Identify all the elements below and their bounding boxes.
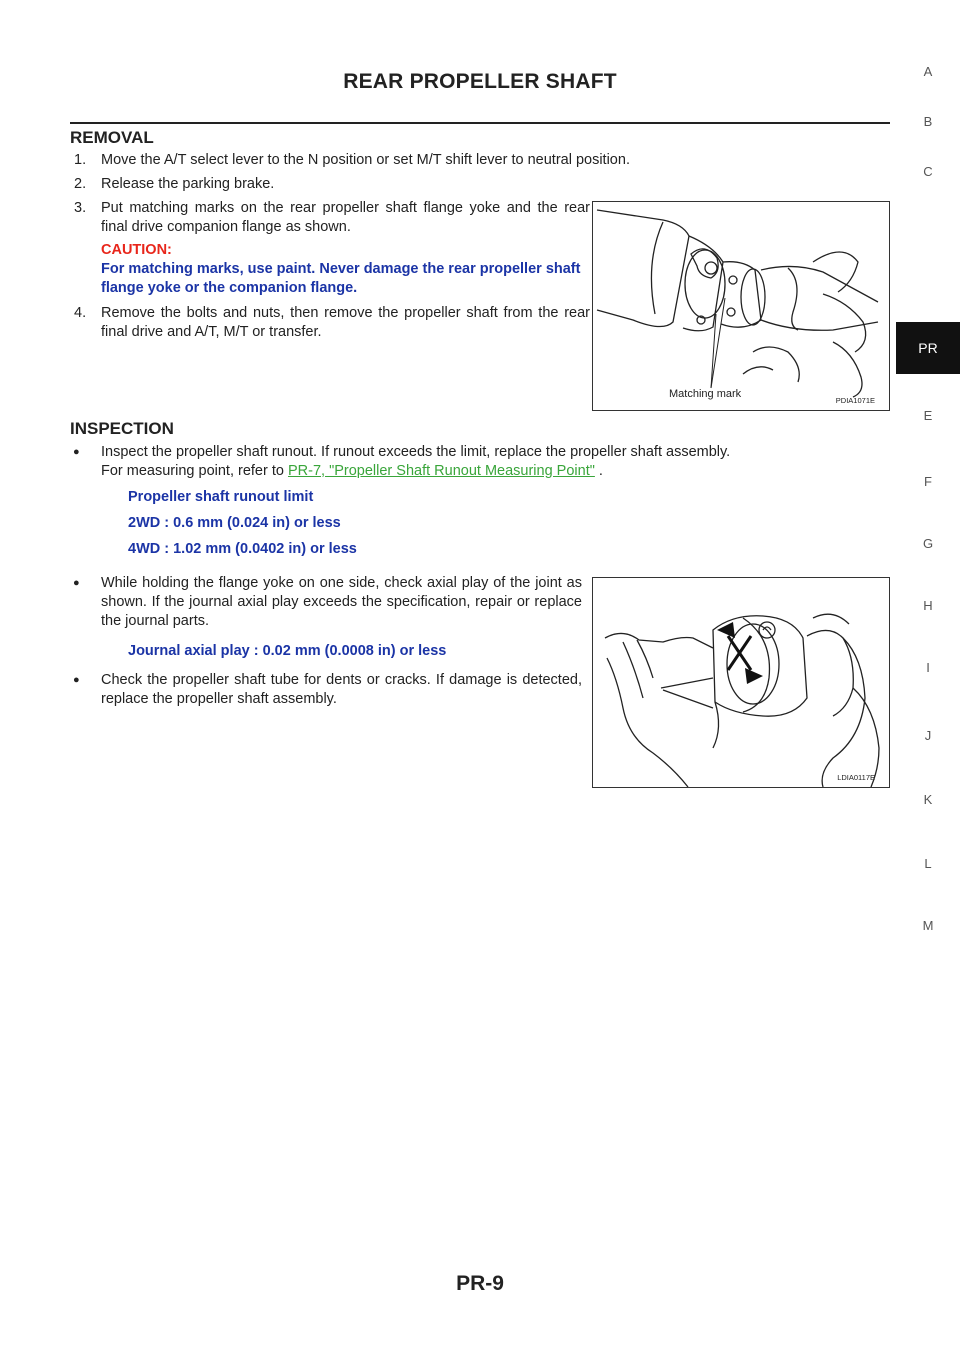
section-tab-c[interactable]: C [923, 164, 933, 179]
step-number: 1. [74, 152, 87, 168]
bullet-text: While holding the flange yoke on one side, check axial play of the joint as shown. If the journal axial play exceeds the specification, repair or replace the journal parts. [101, 575, 582, 629]
journal-axial-play-spec: Journal axial play : 0.02 mm (0.0008 in) or less [128, 643, 447, 659]
runout-spec-4wd: 4WD : 1.02 mm (0.0402 in) or less [128, 541, 357, 557]
step-number: 2. [74, 176, 87, 192]
propeller-shaft-illustration [593, 202, 889, 410]
removal-heading: REMOVAL [70, 128, 154, 147]
caution-label: CAUTION: [101, 242, 172, 258]
caution-box [101, 241, 589, 298]
matching-mark-figure [592, 201, 890, 411]
step-text: Move the A/T select lever to the N position or set M/T shift lever to neutral position. [101, 152, 630, 168]
axial-play-illustration [593, 578, 889, 787]
section-tab-i[interactable]: I [926, 660, 930, 675]
inspection-bullet-axial-play [70, 574, 582, 631]
caution-text: For matching marks, use paint. Never damage the rear propeller shaft flange yoke or the companion flange. [101, 261, 581, 296]
runout-reference-link[interactable]: PR-7, "Propeller Shaft Runout Measuring Point" [287, 463, 595, 479]
step-text: Release the parking brake. [101, 176, 275, 192]
matching-mark-label: Matching mark [669, 388, 742, 400]
runout-instruction: Inspect the propeller shaft runout. If runout exceeds the limit, replace the propeller shaft assembly. [101, 444, 731, 460]
inspection-heading: INSPECTION [70, 419, 174, 438]
removal-step-4 [70, 304, 590, 342]
inspection-bullet-runout [70, 443, 890, 481]
section-tab-e[interactable]: E [923, 408, 933, 423]
bullet-text: Check the propeller shaft tube for dents or cracks. If damage is detected, replace the propeller shaft assembly. [101, 672, 582, 707]
section-tab-j[interactable]: J [924, 728, 932, 743]
step-number: 4. [74, 305, 87, 321]
removal-step-2 [70, 175, 590, 194]
removal-step-3 [70, 199, 590, 237]
page-number: PR-9 [456, 1272, 504, 1295]
section-tab-m[interactable]: M [922, 918, 934, 933]
reference-suffix: . [598, 463, 603, 479]
section-tab-h[interactable]: H [923, 598, 933, 613]
section-tab-a[interactable]: A [923, 64, 933, 79]
runout-spec-2wd: 2WD : 0.6 mm (0.024 in) or less [128, 515, 341, 531]
axial-play-figure [592, 577, 890, 788]
bullet-icon: ● [73, 674, 80, 686]
section-tab-k[interactable]: K [923, 792, 933, 807]
section-tab-l[interactable]: L [924, 856, 932, 871]
bullet-icon: ● [73, 577, 80, 589]
figure-code: PDIA1071E [835, 396, 875, 405]
bullet-text [101, 443, 890, 481]
figure-code: LDIA0117E [837, 773, 875, 782]
step-number: 3. [74, 200, 87, 216]
reference-prefix: For measuring point, refer to [101, 463, 284, 479]
removal-step-1 [70, 151, 890, 170]
runout-spec-title: Propeller shaft runout limit [128, 489, 314, 505]
section-tab-f[interactable]: F [924, 474, 932, 489]
step-text: Put matching marks on the rear propeller shaft flange yoke and the rear final drive companion flange as shown. [101, 200, 590, 235]
section-tab-g[interactable]: G [922, 536, 934, 551]
bullet-icon: ● [73, 446, 80, 458]
inspection-bullet-tube [70, 671, 582, 709]
title-divider [70, 122, 890, 124]
section-tab-pr-active[interactable]: PR [896, 322, 960, 374]
step-text: Remove the bolts and nuts, then remove the propeller shaft from the rear final drive and A/T, M/T or transfer. [101, 305, 590, 340]
page-title: REAR PROPELLER SHAFT [343, 70, 617, 93]
section-tab-b[interactable]: B [923, 114, 933, 129]
